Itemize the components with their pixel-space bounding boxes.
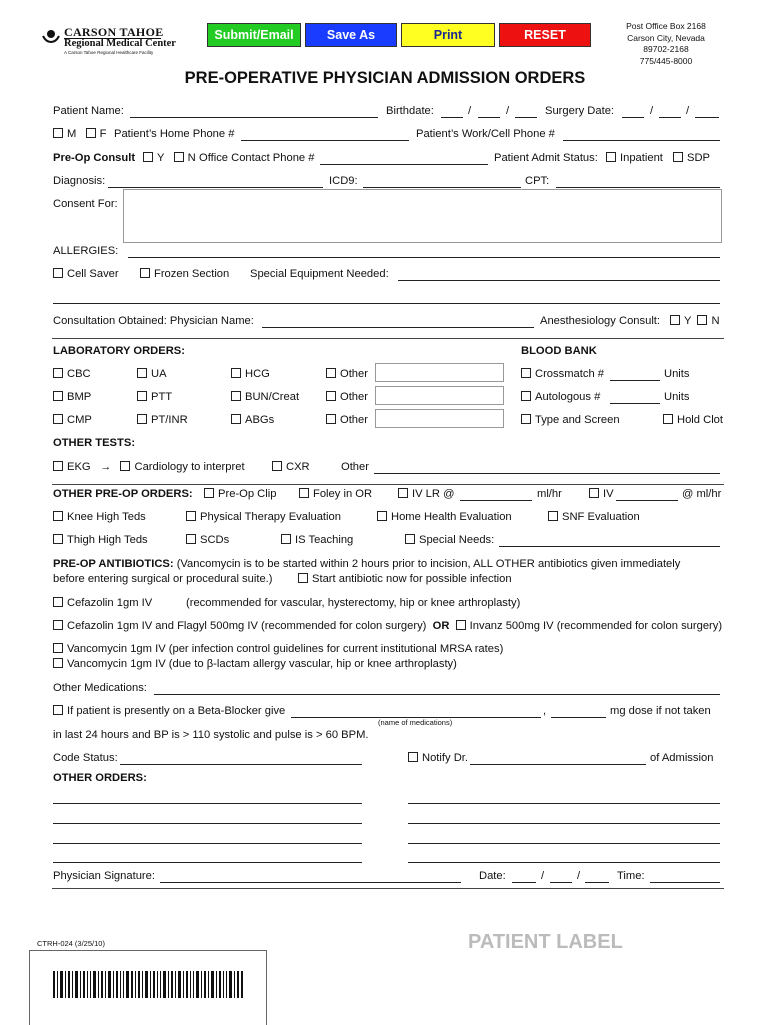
cpt-label: CPT: [525, 175, 550, 187]
other-tests-field[interactable] [374, 473, 720, 474]
work-phone-field[interactable] [563, 140, 720, 141]
autologous-checkbox[interactable] [521, 391, 531, 401]
preop-consult-label: Pre-Op Consult [53, 152, 136, 164]
iv-lr-checkbox[interactable] [398, 488, 408, 498]
other-orders-line[interactable] [53, 803, 362, 804]
special-needs-label: Special Needs: [419, 534, 495, 546]
pt-eval-label: Physical Therapy Evaluation [200, 511, 341, 523]
home-health-label: Home Health Evaluation [391, 511, 512, 523]
consult-no-checkbox[interactable] [174, 152, 184, 162]
anesthesiology-label: Anesthesiology Consult: [540, 315, 661, 327]
hcg-checkbox[interactable] [231, 368, 241, 378]
home-health-checkbox[interactable] [377, 511, 387, 521]
blood-bank-heading: BLOOD BANK [521, 345, 597, 357]
print-button[interactable]: Print [401, 23, 495, 47]
bmp-checkbox[interactable] [53, 391, 63, 401]
special-equipment-field[interactable] [398, 280, 720, 281]
ptt-checkbox[interactable] [137, 391, 147, 401]
preop-clip-checkbox[interactable] [204, 488, 214, 498]
page-title: PRE-OPERATIVE PHYSICIAN ADMISSION ORDERS [184, 69, 586, 87]
other-tests-heading: OTHER TESTS: [53, 437, 136, 449]
other-tests-label: Other [341, 461, 369, 473]
thigh-high-teds-checkbox[interactable] [53, 534, 63, 544]
lab-other-label: Other [340, 391, 368, 403]
address-line: 775/445-8000 [639, 55, 693, 66]
cardiology-label: Cardiology to interpret [134, 461, 245, 473]
signature-label: Physician Signature: [53, 870, 155, 882]
lab-other-checkbox[interactable] [326, 414, 336, 424]
beta-blocker-condition: in last 24 hours and BP is > 110 systolic and pulse is > 60 BPM. [53, 729, 369, 741]
cxr-label: CXR [286, 461, 310, 473]
sdp-label: SDP [687, 152, 711, 164]
patient-name-field[interactable] [130, 117, 378, 118]
preop-orders-heading: OTHER PRE-OP ORDERS: [53, 488, 193, 500]
office-phone-field[interactable] [320, 164, 488, 165]
foley-label: Foley in OR [313, 488, 373, 500]
lab-other-checkbox[interactable] [326, 391, 336, 401]
ekg-checkbox[interactable] [53, 461, 63, 471]
icd9-label: ICD9: [329, 175, 358, 187]
beta-blocker-dose-field[interactable] [551, 717, 606, 718]
beta-blocker-checkbox[interactable] [53, 705, 63, 715]
special-equipment-label: Special Equipment Needed: [250, 268, 389, 280]
save-as-button[interactable]: Save As [305, 23, 397, 47]
consult-yes-checkbox[interactable] [143, 152, 153, 162]
hold-clot-label: Hold Clot [677, 414, 724, 426]
other-medications-label: Other Medications: [53, 682, 147, 694]
notify-dr-field[interactable] [470, 764, 646, 765]
thigh-high-teds-label: Thigh High Teds [67, 534, 148, 546]
address-line: 89702-2168 [643, 44, 689, 54]
consult-obtained-label: Consultation Obtained: Physician Name: [53, 315, 254, 327]
lab-other-label: Other [340, 414, 368, 426]
birthdate-label: Birthdate: [386, 105, 434, 117]
allergies-field[interactable] [128, 257, 720, 258]
iv-lr-label: IV LR @ [412, 488, 455, 500]
bmp-label: BMP [67, 391, 92, 403]
no-label: N [711, 315, 720, 327]
antibiotics-note-2: before entering surgical or procedural suite.) [53, 573, 273, 585]
submit-email-button[interactable]: Submit/Email [207, 23, 301, 47]
knee-high-teds-label: Knee High Teds [67, 511, 146, 523]
cxr-checkbox[interactable] [272, 461, 282, 471]
work-phone-label: Patient’s Work/Cell Phone # [416, 128, 555, 140]
crossmatch-label: Crossmatch # [535, 368, 605, 380]
snf-eval-checkbox[interactable] [548, 511, 558, 521]
units-label: Units [664, 391, 690, 403]
scds-label: SCDs [200, 534, 230, 546]
other-orders-line[interactable] [408, 862, 720, 863]
knee-high-teds-checkbox[interactable] [53, 511, 63, 521]
logo-line2: Regional Medical Center [64, 38, 176, 49]
start-antibiotic-label: Start antibiotic now for possible infection [312, 573, 512, 585]
med-name-note: (name of medications) [378, 718, 453, 727]
cpt-field[interactable] [556, 187, 720, 188]
patient-name-label: Patient Name: [53, 105, 124, 117]
iv-rate-label: @ ml/hr [682, 488, 722, 500]
carson-tahoe-logo-icon [40, 28, 62, 48]
anesthesiology-yes-checkbox[interactable] [670, 315, 680, 325]
type-screen-checkbox[interactable] [521, 414, 531, 424]
signature-field[interactable] [160, 882, 461, 883]
scds-checkbox[interactable] [186, 534, 196, 544]
surgery-date-dd-field[interactable] [659, 117, 681, 118]
lab-other-checkbox[interactable] [326, 368, 336, 378]
patient-label-placeholder: PATIENT LABEL [468, 931, 623, 953]
anesthesiology-no-checkbox[interactable] [697, 315, 707, 325]
signature-date-label: Date: [479, 870, 506, 882]
units-label: Units [664, 368, 690, 380]
home-phone-label: Patient’s Home Phone # [114, 128, 235, 140]
diagnosis-label: Diagnosis: [53, 175, 106, 187]
signature-date-dd-field[interactable] [550, 882, 572, 883]
ua-checkbox[interactable] [137, 368, 147, 378]
bun-creat-label: BUN/Creat [245, 391, 300, 403]
or-label: OR [432, 620, 450, 632]
special-equipment-field-2[interactable] [53, 303, 720, 304]
other-orders-line[interactable] [53, 862, 362, 863]
lab-other-label: Other [340, 368, 368, 380]
other-orders-line[interactable] [408, 823, 720, 824]
other-orders-line[interactable] [408, 843, 720, 844]
type-screen-label: Type and Screen [535, 414, 620, 426]
lab-other-field[interactable] [375, 409, 504, 428]
birthdate-mm-field[interactable] [441, 117, 463, 118]
other-orders-line[interactable] [408, 803, 720, 804]
address-line: Post Office Box 2168 [626, 21, 706, 31]
diagnosis-field[interactable] [108, 187, 323, 188]
iv-lr-rate-field[interactable] [460, 500, 532, 501]
foley-checkbox[interactable] [299, 488, 309, 498]
admit-status-label: Patient Admit Status: [494, 152, 598, 164]
other-orders-line[interactable] [53, 843, 362, 844]
special-needs-field[interactable] [499, 546, 720, 547]
logo-line1: CARSON TAHOE [64, 25, 164, 39]
barcode-icon [53, 971, 243, 998]
surgery-date-label: Surgery Date: [545, 105, 615, 117]
pt-inr-label: PT/INR [151, 414, 188, 426]
pt-inr-checkbox[interactable] [137, 414, 147, 424]
notify-dr-label: Notify Dr. [422, 752, 469, 764]
birthdate-yy-field[interactable] [515, 117, 537, 118]
preop-clip-label: Pre-Op Clip [218, 488, 277, 500]
male-label: M [67, 128, 77, 140]
lab-other-field[interactable] [375, 386, 504, 405]
code-status-label: Code Status: [53, 752, 118, 764]
address-block [614, 21, 718, 67]
notify-dr-checkbox[interactable] [408, 752, 418, 762]
vancomycin-mrsa-label: Vancomycin 1gm IV (per infection control guidelines for current institutional MRSA rates) [67, 643, 504, 655]
cmp-label: CMP [67, 414, 92, 426]
vancomycin-allergy-checkbox[interactable] [53, 658, 63, 668]
crossmatch-checkbox[interactable] [521, 368, 531, 378]
lab-other-field[interactable] [375, 363, 504, 382]
autologous-units-field[interactable] [610, 403, 660, 404]
yes-label: Y [684, 315, 692, 327]
abgs-label: ABGs [245, 414, 275, 426]
bun-creat-checkbox[interactable] [231, 391, 241, 401]
signature-time-label: Time: [617, 870, 645, 882]
beta-blocker-label: If patient is presently on a Beta-Blocker give [67, 705, 286, 717]
other-orders-line[interactable] [53, 823, 362, 824]
hold-clot-checkbox[interactable] [663, 414, 673, 424]
surgery-date-yy-field[interactable] [695, 117, 719, 118]
iv-label: IV [603, 488, 614, 500]
cell-saver-label: Cell Saver [67, 268, 119, 280]
frozen-section-label: Frozen Section [154, 268, 230, 280]
frozen-section-checkbox[interactable] [140, 268, 150, 278]
no-label: N [187, 152, 196, 164]
lab-orders-heading: LABORATORY ORDERS: [53, 345, 185, 357]
consent-label: Consent For: [53, 198, 118, 210]
home-phone-field[interactable] [241, 140, 409, 141]
vancomycin-allergy-label: Vancomycin 1gm IV (due to β-lactam allergy vascular, hip or knee arthroplasty) [67, 658, 457, 670]
ua-label: UA [151, 368, 167, 380]
cmp-checkbox[interactable] [53, 414, 63, 424]
cefazolin-flagyl-label: Cefazolin 1gm IV and Flagyl 500mg IV (recommended for colon surgery) [67, 620, 427, 632]
cbc-checkbox[interactable] [53, 368, 63, 378]
signature-time-field[interactable] [650, 882, 720, 883]
code-status-field[interactable] [120, 764, 362, 765]
cefazolin-checkbox[interactable] [53, 597, 63, 607]
vancomycin-mrsa-checkbox[interactable] [53, 643, 63, 653]
crossmatch-units-field[interactable] [610, 380, 660, 381]
invanz-checkbox[interactable] [456, 620, 466, 630]
consult-physician-field[interactable] [262, 327, 534, 328]
ptt-label: PTT [151, 391, 173, 403]
cefazolin-recommendation: (recommended for vascular, hysterectomy, hip or knee arthroplasty) [186, 597, 521, 609]
special-needs-checkbox[interactable] [405, 534, 415, 544]
birthdate-dd-field[interactable] [478, 117, 500, 118]
inpatient-checkbox[interactable] [606, 152, 616, 162]
is-teaching-checkbox[interactable] [281, 534, 291, 544]
autologous-label: Autologous # [535, 391, 601, 403]
female-label: F [99, 128, 107, 140]
of-admission-label: of Admission [650, 752, 714, 764]
cardiology-checkbox[interactable] [120, 461, 130, 471]
consent-textarea[interactable] [123, 189, 722, 243]
iv-checkbox[interactable] [589, 488, 599, 498]
inpatient-label: Inpatient [620, 152, 663, 164]
signature-date-yy-field[interactable] [585, 882, 609, 883]
other-orders-heading: OTHER ORDERS: [53, 772, 147, 784]
office-phone-label: Office Contact Phone # [199, 152, 315, 164]
hcg-label: HCG [245, 368, 270, 380]
form-id: CTRH-024 (3/25/10) [37, 939, 105, 948]
invanz-label: Invanz 500mg IV (recommended for colon surgery) [469, 620, 723, 632]
cefazolin-label: Cefazolin 1gm IV [67, 597, 153, 609]
iv-type-field[interactable] [616, 500, 678, 501]
antibiotics-heading: PRE-OP ANTIBIOTICS: [53, 558, 174, 570]
logo-tagline: A Carson Tahoe Regional Healthcare Facility [64, 50, 154, 55]
female-checkbox[interactable] [86, 128, 96, 138]
antibiotics-note-1: (Vancomycin is to be started within 2 hours prior to incision, ALL OTHER antibiotics given immediately [176, 558, 681, 570]
yes-label: Y [157, 152, 165, 164]
abgs-checkbox[interactable] [231, 414, 241, 424]
cefazolin-flagyl-checkbox[interactable] [53, 620, 63, 630]
ekg-label: EKG [67, 461, 91, 473]
mlhr-label: ml/hr [537, 488, 562, 500]
male-checkbox[interactable] [53, 128, 63, 138]
icd9-field[interactable] [363, 187, 521, 188]
cbc-label: CBC [67, 368, 91, 380]
beta-blocker-mg-label: mg dose if not taken [610, 705, 711, 717]
surgery-date-mm-field[interactable] [622, 117, 644, 118]
sdp-checkbox[interactable] [673, 152, 683, 162]
arrow-icon: → [99, 461, 112, 473]
reset-button[interactable]: RESET [499, 23, 591, 47]
signature-date-mm-field[interactable] [512, 882, 536, 883]
other-medications-field[interactable] [154, 694, 720, 695]
is-teaching-label: IS Teaching [295, 534, 354, 546]
snf-eval-label: SNF Evaluation [562, 511, 640, 523]
pt-eval-checkbox[interactable] [186, 511, 196, 521]
cell-saver-checkbox[interactable] [53, 268, 63, 278]
start-antibiotic-checkbox[interactable] [298, 573, 308, 583]
allergies-label: ALLERGIES: [53, 245, 119, 257]
address-line: Carson City, Nevada [627, 32, 705, 43]
